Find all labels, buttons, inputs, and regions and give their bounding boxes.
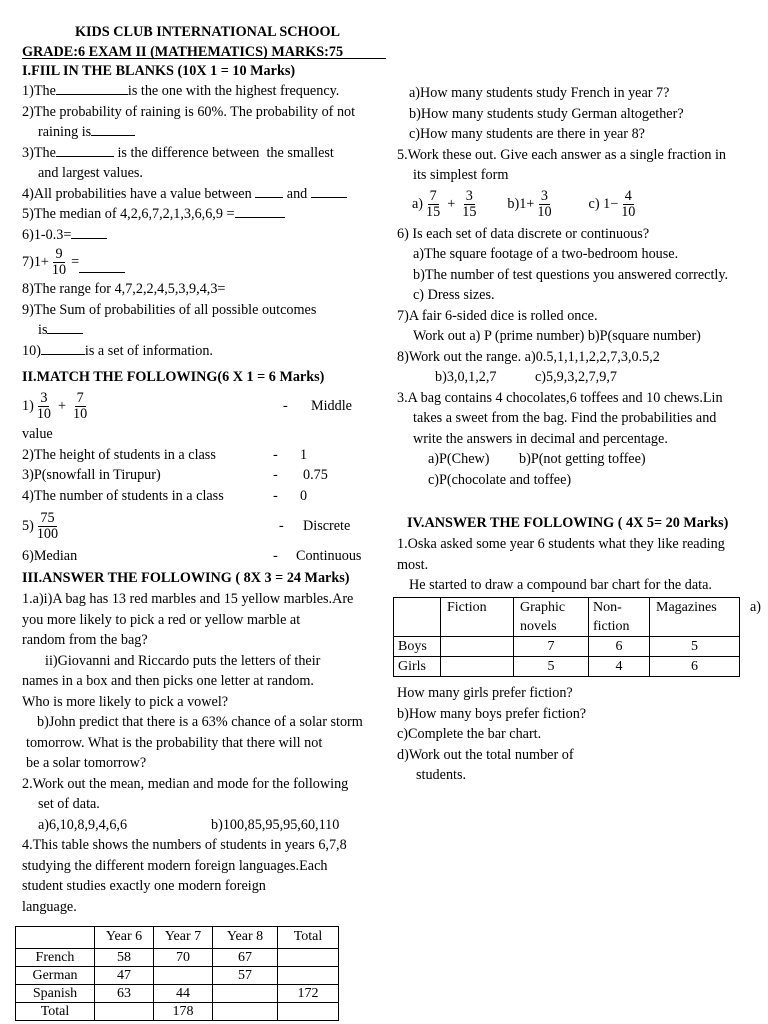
r-line: 3.A bag contains 4 chocolates,6 toffees and 10 chews.Lin [397, 389, 723, 406]
s3-line: set of data. [38, 796, 100, 812]
language-table [15, 926, 339, 1021]
s3-line: Who is more likely to pick a vowel? [22, 693, 229, 710]
s1-q9: 9)The Sum of probabilities of all possible outcomes [22, 301, 317, 318]
s3-line: b)John predict that there is a 63% chance of a solar storm [37, 714, 363, 730]
answer-blank [41, 341, 85, 355]
r-line: write the answers in decimal and percentage. [413, 430, 668, 447]
s3-line: be a solar tomorrow? [26, 755, 147, 771]
answer-blank [56, 143, 114, 157]
fraction: $\frac{3}{15}$ [462, 188, 477, 220]
table-row: Girls 5 4 6 [394, 657, 740, 677]
r-line: a)The square footage of a two-bedroom house. [413, 246, 679, 262]
match-row-6: 6)Median - Continuous [22, 548, 362, 564]
s3-line: random from the bag? [22, 632, 148, 648]
table-row: French 58 70 67 [16, 949, 339, 967]
table-header-row: Year 6 Year 7 Year 8 Total [16, 927, 339, 949]
s3-data-sets: a)6,10,8,9,4,6,6 b)100,85,95,95,60,110 [38, 816, 340, 833]
table-row: Total 178 [16, 1003, 339, 1021]
r-line: a)P(Chew) b)P(not getting toffee) [428, 451, 646, 467]
r-line: takes a sweet from the bag. Find the probabilities and [413, 410, 717, 426]
answer-blank [255, 184, 283, 198]
section3-body [22, 589, 388, 917]
fraction: $\frac{4}{10}$ [621, 188, 636, 220]
table-header-row: Fiction Graphic novels Non- fiction Magazines [394, 598, 740, 637]
fraction: $\frac{3}{10}$ [537, 188, 552, 220]
r-line: He started to draw a compound bar chart for the data. [409, 577, 712, 593]
s1-q5: 5)The median of 4,2,6,7,2,1,3,6,6,9 = [22, 204, 388, 225]
r-line: 5.Work these out. Give each answer as a single fraction in [397, 146, 726, 163]
r-line: a)How many students study French in year 7? [409, 85, 670, 101]
section1-title: I.FIIL IN THE BLANKS (10X 1 = 10 Marks) [22, 63, 296, 79]
table-row: German 47 57 [16, 967, 339, 985]
s3-line: ii)Giovanni and Riccardo puts the letters of their [45, 652, 321, 669]
r-line: Work out a) P (prime number) b)P(square number) [413, 328, 701, 344]
r-line: b)How many boys prefer fiction? [397, 705, 587, 722]
answer-blank [235, 204, 285, 218]
fraction: $\frac{7}{10}$ [73, 389, 88, 422]
r-line: b)3,0,1,2,7 c)5,9,3,2,7,9,7 [435, 369, 617, 385]
r-line: students. [416, 767, 467, 783]
answer-blank [71, 225, 107, 239]
match-row-3: 3)P(snowfall in Tirupur) - 0.75 [22, 467, 328, 483]
match-row-1: 1) $\frac{3}{10}$ + $\frac{7}{10}$ - Middle [22, 389, 352, 422]
answer-blank [47, 320, 83, 334]
r-line: c) Dress sizes. [413, 287, 495, 303]
header-underline [22, 58, 386, 59]
table-row: Spanish 63 44 172 [16, 985, 339, 1003]
s1-q3: 3)The is the difference between the smallest [22, 144, 334, 161]
s3-line: studying the different modern foreign languages.Each [22, 857, 328, 874]
table-row: Boys 7 6 5 [394, 637, 740, 657]
fraction: $\frac{3}{10}$ [36, 389, 52, 422]
s3-line: student studies exactly one modern foreign [22, 878, 266, 894]
r-line: c)P(chocolate and toffee) [428, 471, 572, 488]
right-upper [397, 83, 765, 490]
section2-body [22, 388, 388, 567]
fraction: $\frac{9}{10}$ [51, 245, 67, 278]
s1-q8: 8)The range for 4,7,2,2,4,5,3,9,4,3= [22, 281, 226, 297]
s3-line: you more likely to pick a red or yellow marble at [22, 611, 301, 628]
s3-line: names in a box and then picks one letter at random. [22, 673, 314, 689]
s3-line: language. [22, 898, 77, 915]
school-name: KIDS CLUB INTERNATIONAL SCHOOL [75, 24, 341, 40]
r-line: most. [397, 557, 429, 573]
s1-q6: 6)1-0.3= [22, 225, 388, 246]
match-row-4: 4)The number of students in a class - 0 [22, 487, 308, 504]
s3-line: 1.a)i)A bag has 13 red marbles and 15 yellow marbles.Are [22, 591, 354, 607]
question-label: a) [750, 599, 762, 615]
reading-table [393, 597, 740, 677]
grade-line: GRADE:6 EXAM II (MATHEMATICS) MARKS:75 [22, 42, 343, 63]
r-line: d)Work out the total number of [397, 746, 574, 763]
answer-blank [311, 184, 347, 198]
s1-q3-cont: and largest values. [38, 165, 143, 181]
s1-q10: 10) is a set of information. [22, 342, 213, 359]
r-line: 7)A fair 6-sided dice is rolled once. [397, 307, 598, 324]
s1-q1: 1)The is the one with the highest frequency. [22, 83, 340, 99]
r-line: c)Complete the bar chart. [397, 726, 542, 742]
fraction-problems: a) $\frac{7}{15}$ + $\frac{3}{15}$ b)1+ $\frac{3}{10}$ c) 1− $\frac{4}{10}$ [412, 188, 636, 220]
s3-line: 2.Work out the mean, median and mode for the following [22, 775, 349, 792]
s1-q2-cont: raining is [22, 122, 388, 143]
section2-title: II.MATCH THE FOLLOWING(6 X 1 = 6 Marks) [22, 369, 325, 385]
section3-title: III.ANSWER THE FOLLOWING ( 8X 3 = 24 Marks) [22, 570, 350, 586]
match-row-5: 5) $\frac{75}{100}$ - Discrete [22, 509, 351, 542]
s3-line: 4.This table shows the numbers of students in years 6,7,8 [22, 837, 347, 853]
r-line: 1.Oska asked some year 6 students what they like reading [397, 536, 725, 552]
answer-blank [79, 259, 125, 273]
section1-body [22, 81, 388, 361]
r-line: c)How many students are there in year 8? [409, 126, 645, 142]
fraction: $\frac{7}{15}$ [426, 188, 441, 220]
r-line: 8)Work out the range. a)0.5,1,1,1,2,2,7,3,0.5,2 [397, 348, 660, 365]
right-lower [397, 683, 765, 786]
s3-line: tomorrow. What is the probability that there will not [26, 734, 323, 751]
r-line: 6) Is each set of data discrete or continuous? [397, 225, 650, 242]
fraction: $\frac{75}{100}$ [36, 509, 59, 542]
s1-q7: 7)1+ $\frac{9}{10}$ = [22, 245, 388, 279]
s1-q4: 4)All probabilities have a value between and [22, 184, 388, 205]
s1-q9-cont: is [22, 320, 388, 341]
answer-blank [56, 81, 128, 95]
r-line: How many girls prefer fiction? [397, 685, 573, 701]
s1-q2: 2)The probability of raining is 60%. The probability of not [22, 103, 356, 120]
section4-title: IV.ANSWER THE FOLLOWING ( 4X 5= 20 Marks) [407, 515, 729, 531]
r-line: b)The number of test questions you answered correctly. [413, 266, 729, 283]
r-line: b)How many students study German altogether? [409, 105, 684, 122]
match-row-1-cont: value [22, 426, 53, 442]
match-row-2: 2)The height of students in a class - 1 [22, 446, 308, 463]
r-line: its simplest form [413, 167, 509, 183]
answer-blank [91, 122, 135, 136]
